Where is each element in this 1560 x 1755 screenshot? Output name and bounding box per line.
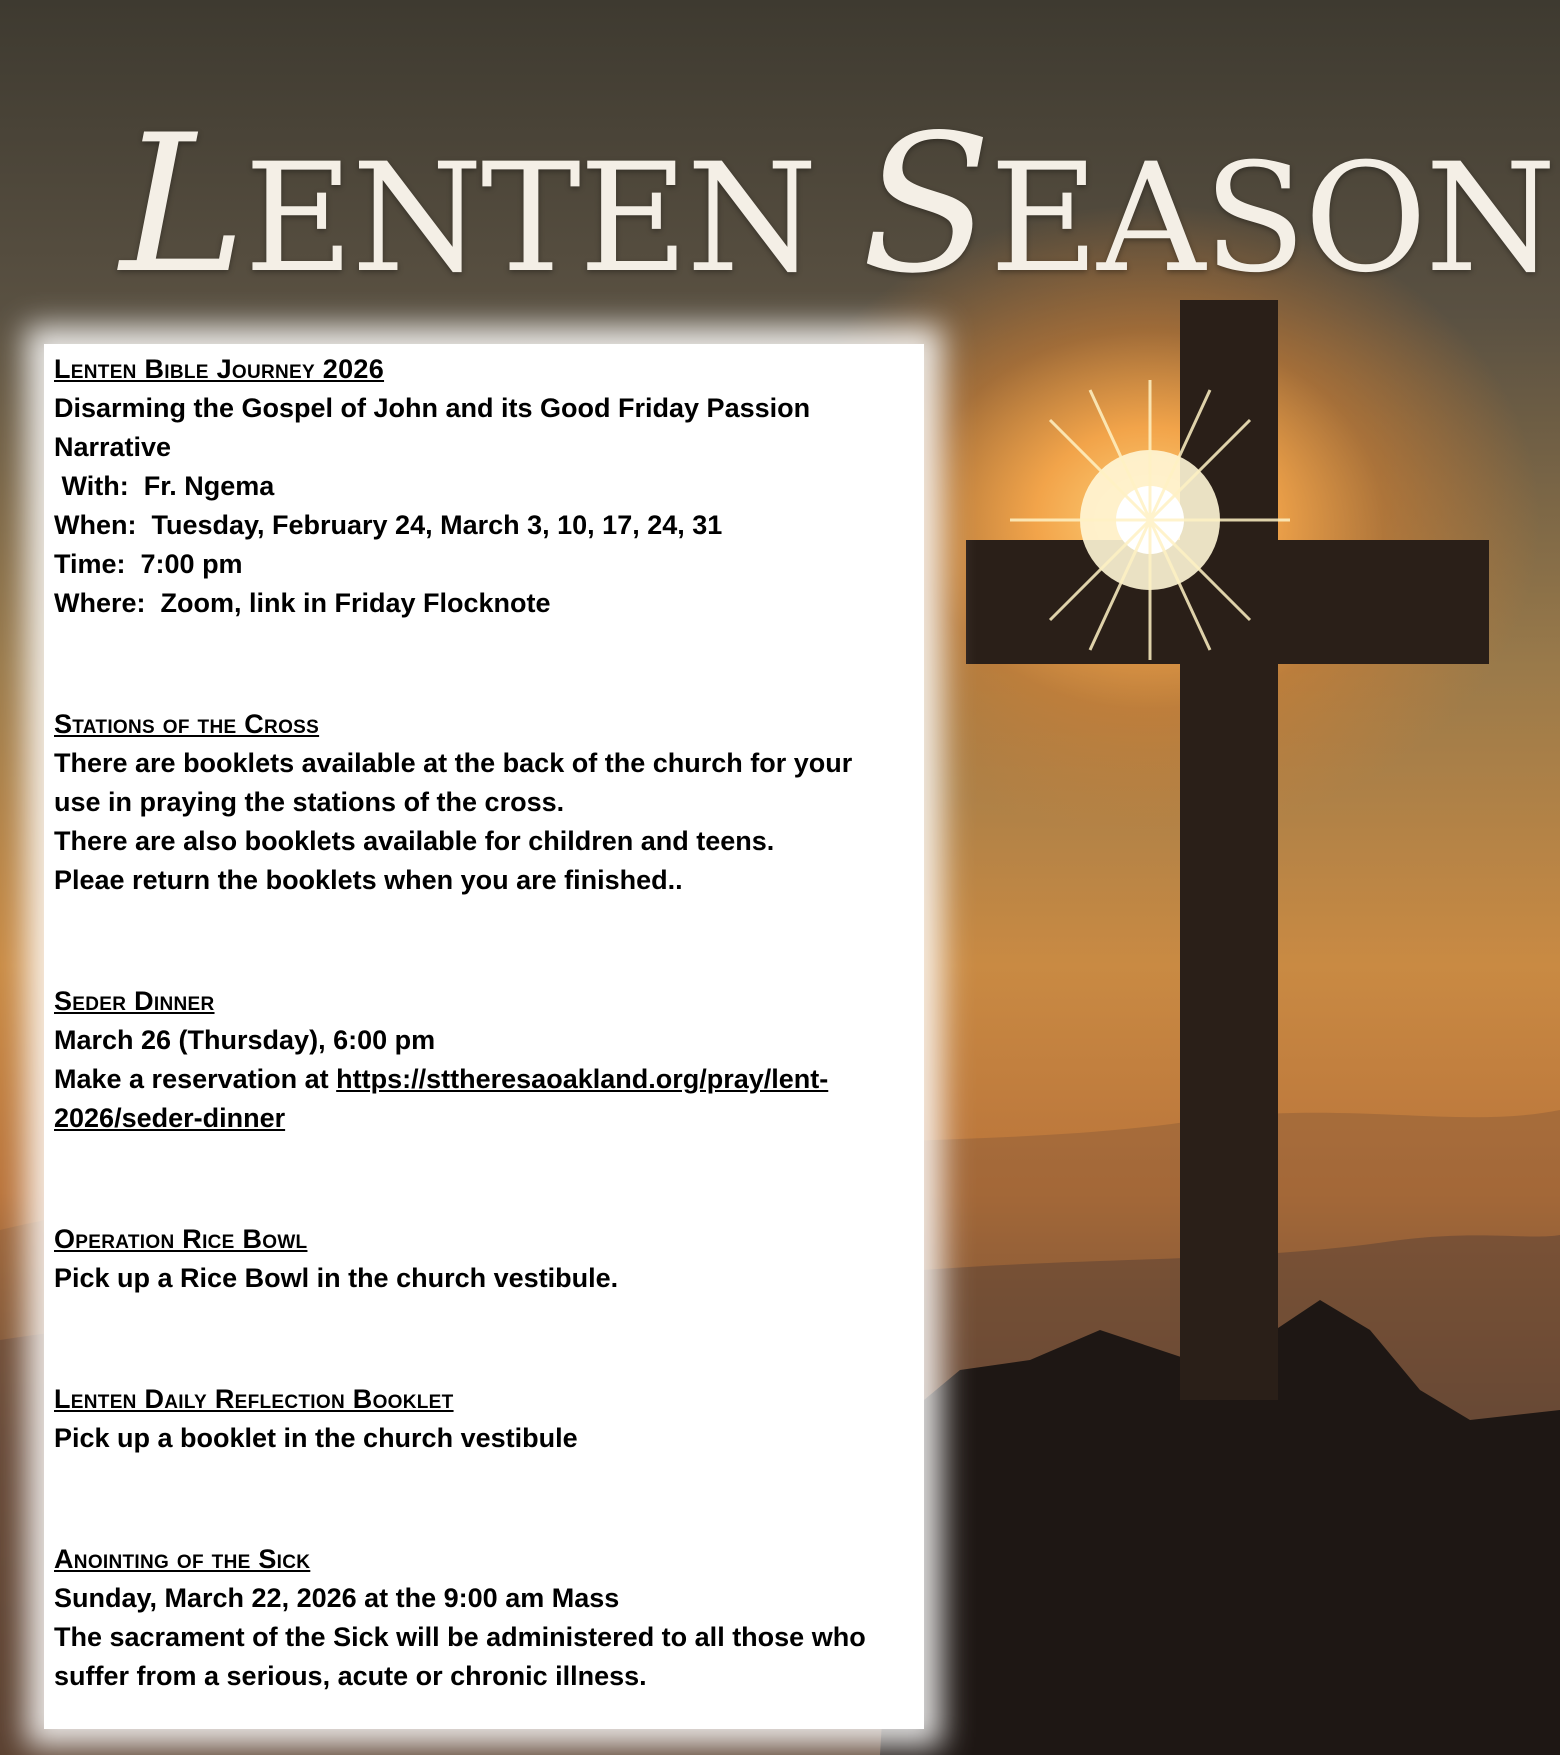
title-initial-l: L [120, 94, 245, 315]
section-seder-dinner [54, 982, 924, 1138]
section-heading: Lenten Daily Reflection Booklet [54, 1384, 454, 1414]
seder-dinner-link-continued[interactable]: 2026/seder-dinner [54, 1103, 286, 1133]
section-line: Time: 7:00 pm [54, 549, 243, 579]
section-heading: Anointing of the Sick [54, 1544, 311, 1574]
section-heading: Stations of the Cross [54, 709, 320, 739]
spacer [54, 900, 924, 982]
section-line: Where: Zoom, link in Friday Flocknote [54, 588, 551, 618]
title-rest-2: EASON [989, 132, 1555, 306]
section-anointing-of-the-sick [54, 1540, 924, 1696]
section-stations-of-the-cross [54, 705, 924, 900]
section-daily-reflection [54, 1380, 924, 1458]
section-heading: Seder Dinner [54, 986, 215, 1016]
section-bible-journey [54, 350, 924, 623]
seder-dinner-link[interactable]: https://sttheresaoakland.org/pray/lent- [336, 1064, 829, 1094]
spacer [54, 1458, 924, 1540]
section-line: March 26 (Thursday), 6:00 pm [54, 1025, 436, 1055]
announcements-panel [44, 344, 924, 1729]
title-initial-s: S [861, 94, 990, 315]
section-line: Narrative [54, 432, 172, 462]
section-line: There are booklets available at the back of the church for your [54, 748, 853, 778]
section-line: There are also booklets available for children and teens. [54, 826, 775, 856]
section-line: Pick up a Rice Bowl in the church vestibule. [54, 1263, 619, 1293]
section-line: With: Fr. Ngema [54, 471, 275, 501]
section-line: Pleae return the booklets when you are finished.. [54, 865, 683, 895]
section-line: The sacrament of the Sick will be administered to all those who [54, 1622, 866, 1652]
spacer [54, 1298, 924, 1380]
section-line: suffer from a serious, acute or chronic illness. [54, 1661, 647, 1691]
reservation-line [54, 1060, 924, 1099]
sunburst-icon [1010, 380, 1290, 660]
section-operation-rice-bowl [54, 1220, 924, 1298]
section-line: Pick up a booklet in the church vestibule [54, 1423, 578, 1453]
poster-title [120, 94, 1555, 315]
spacer [54, 1138, 924, 1220]
title-rest-1: ENTEN [244, 132, 816, 306]
section-line: Sunday, March 22, 2026 at the 9:00 am Mass [54, 1583, 620, 1613]
spacer [54, 623, 924, 705]
reservation-prefix: Make a reservation at [54, 1064, 337, 1094]
section-line: When: Tuesday, February 24, March 3, 10, 17, 24, 31 [54, 510, 723, 540]
section-heading: Operation Rice Bowl [54, 1224, 308, 1254]
section-heading: Lenten Bible Journey 2026 [54, 354, 385, 384]
section-line: Disarming the Gospel of John and its Good Friday Passion [54, 393, 811, 423]
section-line: use in praying the stations of the cross. [54, 787, 565, 817]
